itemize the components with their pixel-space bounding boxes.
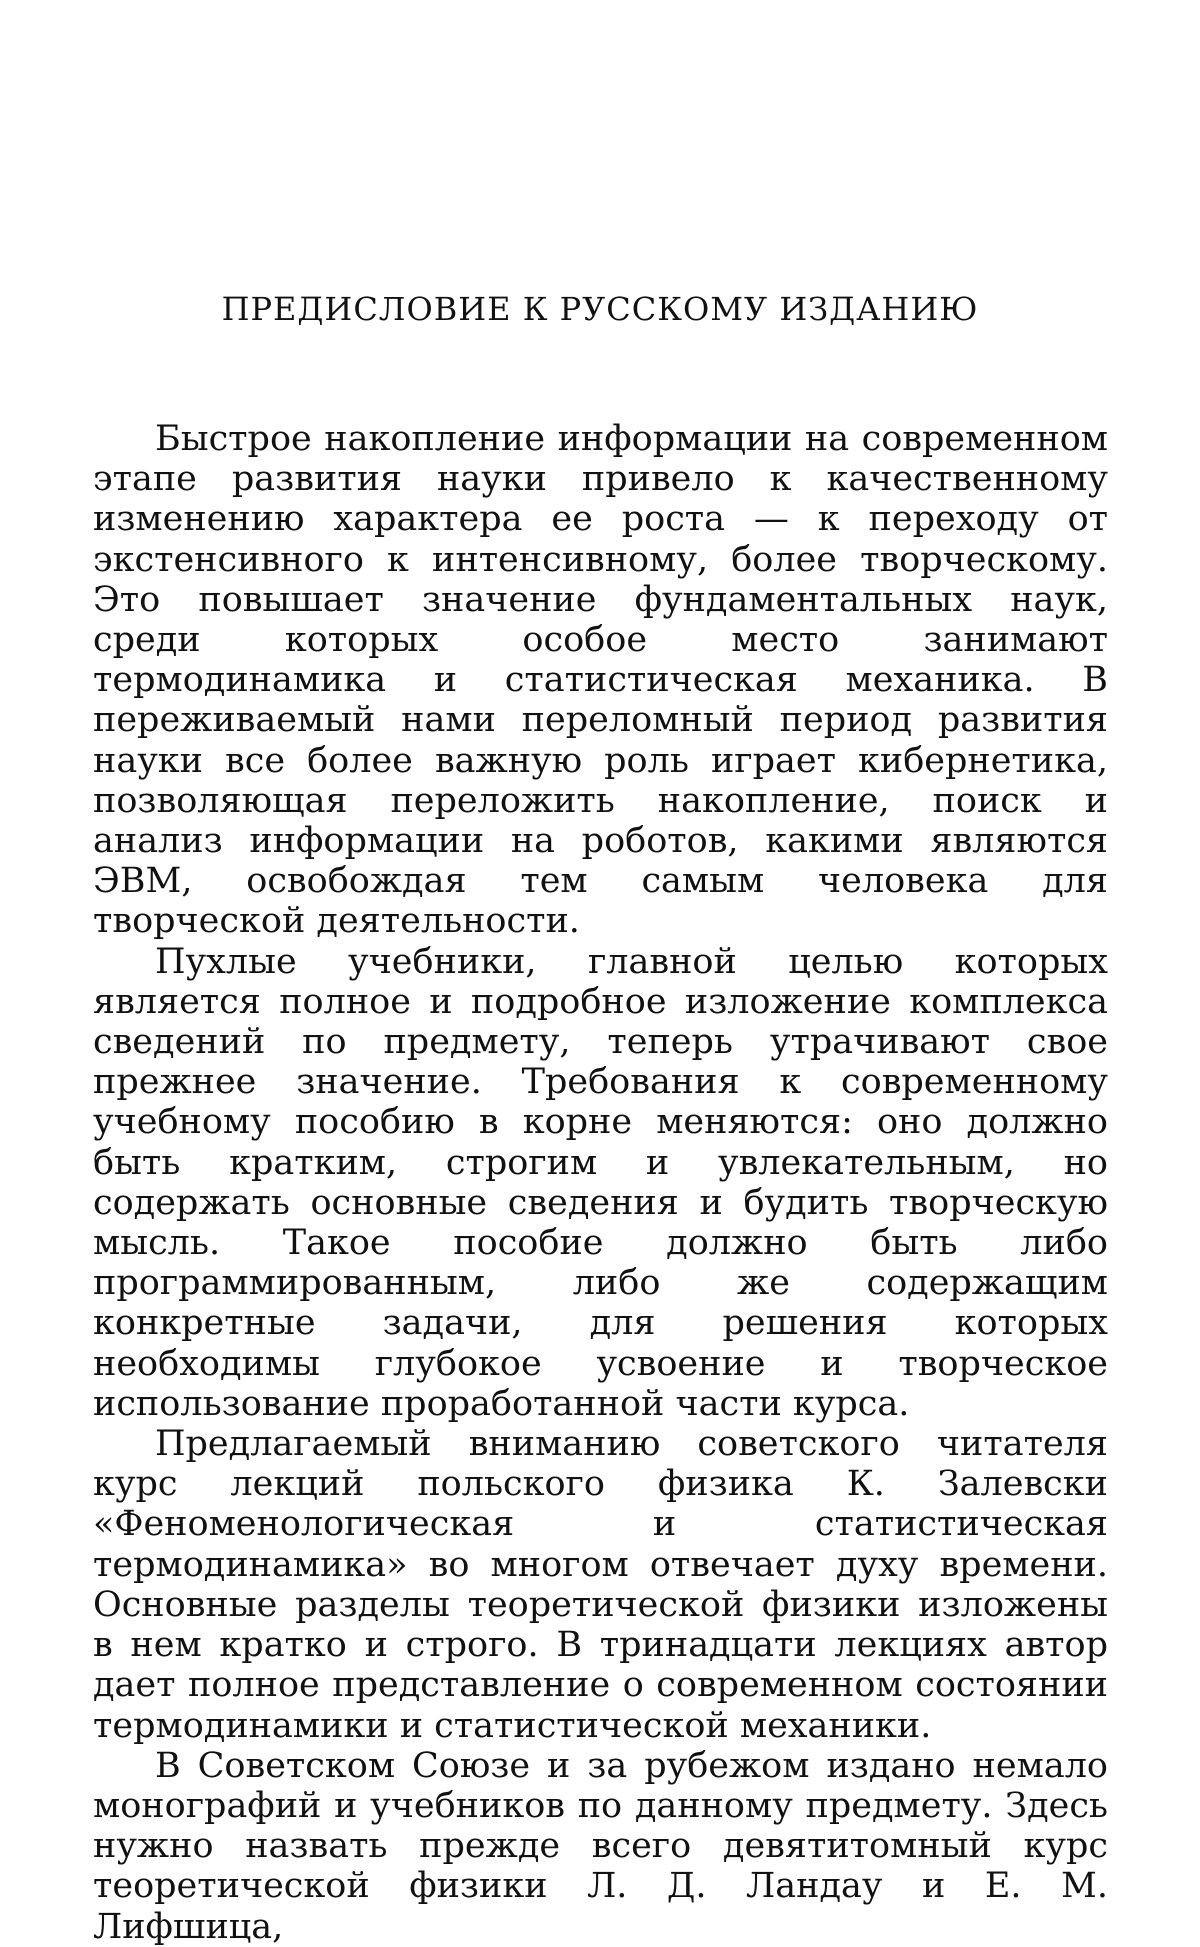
page-title: ПРЕДИСЛОВИЕ К РУССКОМУ ИЗДАНИЮ (221, 290, 979, 328)
body-text (93, 419, 1108, 1947)
paragraph-4: В Советском Союзе и за рубежом издано немало монографий и учебников по данному предмету. Здесь нужно назвать прежде всего девятитомный курс теоретической физики Л. Д. Ландау и Е. М. Лифшица, (93, 1745, 1108, 1947)
paragraph-3: Предлагаемый вниманию советского читателя курс лекций польского физика К. Залевски «Феноменологическая и статистическая термодинамика» во многом отвечает духу времени. Основные разделы теоретической физики изложены в нем кратко и строго. В тринадцати лекциях автор дает полное представление о современном состоянии термодинамики и статистической механики. (93, 1424, 1108, 1746)
paragraph-1: Быстрое накопление информации на современном этапе развития науки привело к качественному изменению характера ее роста — к переходу от экстенсивного к интенсивному, более творческому. Это повышает значение фундаментальных наук, среди которых особое место занимают термодинамика и статистическая механика. В переживаемый нами переломный период развития науки все более важную роль играет кибернетика, позволяющая переложить накопление, поиск и анализ информации на роботов, какими являются ЭВМ, освобождая тем самым человека для творческой деятельности. (93, 419, 1108, 942)
paragraph-2: Пухлые учебники, главной целью которых является полное и подробное изложение комплекса сведений по предмету, теперь утрачивают свое прежнее значение. Требования к современному учебному пособию в корне меняются: оно должно быть кратким, строгим и увлекательным, но содержать основные сведения и будить творческую мысль. Такое пособие должно быть либо программированным, либо же содержащим конкретные задачи, для решения которых необходимы глубокое усвоение и творческое использование проработанной части курса. (93, 941, 1108, 1424)
